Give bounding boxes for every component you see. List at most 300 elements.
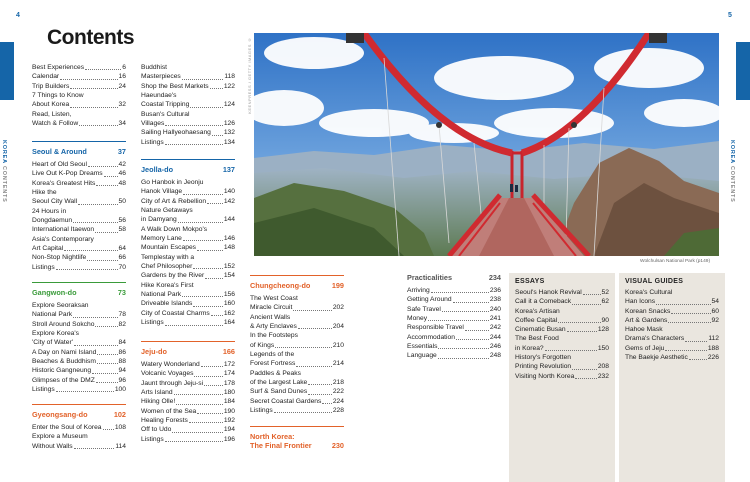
essays-title: ESSAYS (515, 278, 545, 285)
toc-entry-title: Call it a Comeback (515, 298, 572, 306)
toc-entry-page: 208 (597, 363, 609, 371)
toc-entry-title: Responsible Travel (407, 324, 464, 332)
toc-entry-title: & Arty Enclaves (250, 323, 297, 331)
toc-leader-dots (453, 302, 489, 303)
toc-entry-page: 112 (708, 335, 719, 343)
toc-entry[interactable] (625, 344, 719, 353)
toc-entry[interactable] (141, 388, 235, 397)
toc-entry-title: Mountain Escapes (141, 244, 197, 252)
toc-entry-page: 6 (122, 64, 126, 71)
toc-entry[interactable] (141, 206, 235, 215)
toc-entry-page: 96 (118, 376, 126, 384)
toc-leader-dots (689, 359, 707, 360)
toc-entry[interactable] (141, 138, 235, 147)
toc-entry[interactable] (407, 323, 501, 332)
toc-entry-title: National Park (32, 311, 73, 319)
toc-entry-title: Safe Travel (407, 305, 441, 313)
toc-entry[interactable] (407, 351, 501, 360)
toc-entry[interactable] (141, 243, 235, 252)
toc-entry-page: 142 (223, 197, 235, 205)
toc-entry[interactable] (32, 432, 126, 441)
toc-entry[interactable] (141, 309, 235, 318)
toc-leader-dots (194, 376, 222, 377)
toc-leader-dots (73, 317, 117, 318)
toc-entry[interactable] (141, 397, 235, 406)
toc-leader-dots (465, 330, 489, 331)
toc-entry-title: in Damyang (141, 216, 177, 224)
toc-entry-page: 122 (223, 82, 235, 90)
toc-leader-dots (172, 432, 222, 433)
toc-entry[interactable] (141, 215, 235, 224)
toc-entry[interactable] (32, 91, 126, 100)
toc-entry[interactable] (141, 299, 235, 308)
toc-entry-page: 236 (489, 287, 501, 294)
toc-entry[interactable] (32, 63, 126, 72)
toc-leader-dots (165, 144, 223, 145)
toc-entry-title: Listings (141, 138, 164, 146)
toc-entry[interactable] (141, 91, 235, 100)
toc-entry-page: 140 (223, 188, 235, 196)
section-title: Practicalities (407, 273, 453, 282)
toc-leader-dots (567, 331, 597, 332)
toc-entry[interactable] (32, 225, 126, 234)
toc-entry-page: 154 (223, 272, 235, 280)
toc-entry-title: Dongdaemun (32, 217, 73, 225)
toc-entry-title: Trip Builders (32, 82, 70, 90)
toc-leader-dots (438, 348, 488, 349)
toc-entry[interactable] (515, 372, 609, 381)
toc-entry-page: 146 (223, 235, 235, 243)
toc-leader-dots (308, 384, 332, 385)
toc-leader-dots (205, 278, 223, 279)
toc-entry-title: Explore Korea's (32, 330, 79, 338)
toc-entry-page: 118 (224, 73, 235, 81)
toc-leader-dots (274, 412, 332, 413)
toc-entry[interactable] (250, 294, 344, 303)
toc-entry[interactable] (32, 253, 126, 262)
toc-entry[interactable] (250, 322, 344, 331)
toc-entry-title: Ancient Walls (250, 313, 291, 321)
toc-leader-dots (64, 250, 117, 251)
toc-leader-dots (70, 88, 117, 89)
toc-entry-title: Masterpieces (141, 73, 181, 81)
toc-entry-page: 48 (118, 179, 126, 187)
toc-entry-title: Miracle Circuit (250, 304, 293, 312)
toc-entry-page: 150 (597, 344, 609, 352)
toc-leader-dots (87, 260, 117, 261)
toc-entry[interactable] (32, 244, 126, 253)
toc-entry-page: 62 (601, 298, 609, 306)
toc-leader-dots (74, 345, 118, 346)
toc-leader-dots (193, 268, 223, 269)
toc-entry[interactable] (515, 307, 609, 316)
toc-entry-title: Sailing Hallyeohaesang (141, 129, 211, 137)
toc-entry-page: 46 (118, 170, 126, 178)
toc-entry[interactable] (141, 110, 235, 119)
toc-entry-title: Hiking Olle! (141, 398, 176, 406)
toc-leader-dots (438, 358, 489, 359)
toc-entry[interactable] (250, 397, 344, 406)
toc-leader-dots (96, 382, 118, 383)
side-label-left: KOREA CONTENTS (1, 140, 7, 203)
toc-leader-dots (85, 69, 121, 70)
toc-entry[interactable] (32, 376, 126, 385)
toc-entry-title: Listings (141, 435, 164, 443)
toc-entry-title: Language (407, 352, 437, 360)
toc-entry-title: Korean Snacks (625, 307, 671, 315)
toc-entry-title: Heart of Old Seoul (32, 161, 88, 168)
toc-entry-page: 172 (223, 361, 235, 368)
toc-entry-title: Visiting North Korea (515, 372, 575, 380)
toc-entry-title: Arriving (407, 287, 430, 294)
toc-entry[interactable] (625, 288, 719, 297)
toc-entry[interactable] (32, 385, 126, 394)
toc-entry-page: 58 (118, 226, 126, 234)
toc-entry[interactable] (250, 331, 344, 340)
toc-entry[interactable] (515, 362, 609, 371)
toc-entry[interactable] (32, 197, 126, 206)
toc-leader-dots (165, 325, 223, 326)
toc-entry-title: 'City of Water' (32, 339, 73, 347)
toc-leader-dots (545, 350, 597, 351)
toc-entry[interactable] (407, 305, 501, 314)
toc-entry[interactable] (141, 318, 235, 327)
toc-entry-title: Women of the Sea (141, 407, 197, 415)
toc-leader-dots (176, 404, 223, 405)
side-tab-left (0, 42, 14, 100)
toc-entry-title: Nature Getaways (141, 207, 193, 215)
toc-entry-title: A Day on Nami Island (32, 348, 97, 356)
section-page: 199 (331, 281, 344, 290)
toc-leader-dots (103, 429, 114, 430)
toc-entry-title: Without Walls (32, 442, 73, 450)
toc-entry-title: Templestay with a (141, 253, 195, 261)
toc-entry[interactable] (515, 344, 609, 353)
toc-entry[interactable] (625, 307, 719, 316)
toc-entry-page: 66 (118, 254, 126, 262)
essays-box (509, 273, 615, 482)
section-title: North Korea: The Final Frontier (250, 432, 312, 450)
toc-leader-dots (79, 125, 117, 126)
toc-entry-title: Chef Philosopher (141, 263, 193, 271)
toc-entry-page: 124 (223, 101, 235, 109)
toc-entry-page: 16 (118, 73, 126, 81)
section-title: Jeju-do (141, 347, 167, 356)
toc-leader-dots (95, 232, 117, 233)
toc-entry[interactable] (141, 281, 235, 290)
toc-leader-dots (92, 373, 117, 374)
toc-leader-dots (572, 304, 600, 305)
toc-entry[interactable] (32, 169, 126, 178)
toc-entry-title: Getting Around (407, 296, 452, 304)
toc-entry[interactable] (141, 128, 235, 137)
toc-entry[interactable] (407, 295, 501, 304)
toc-entry-title: Listings (32, 263, 55, 271)
toc-entry-page: 164 (223, 319, 235, 327)
toc-entry[interactable] (32, 366, 126, 375)
toc-leader-dots (665, 350, 706, 351)
toc-entry-title: Essentials (407, 343, 438, 351)
toc-entry-title: City of Coastal Charms (141, 309, 210, 317)
toc-entry[interactable] (250, 341, 344, 350)
page-title: Contents (47, 26, 134, 49)
toc-entry[interactable] (407, 286, 501, 295)
toc-entry[interactable] (515, 288, 609, 297)
toc-entry-title: Best Experiences (32, 64, 85, 71)
toc-entry[interactable] (32, 329, 126, 338)
visual-guides-title: VISUAL GUIDES (625, 278, 684, 285)
toc-leader-dots (201, 366, 223, 367)
section-north-korea (250, 426, 344, 450)
toc-entry-page: 32 (118, 101, 126, 109)
toc-entry[interactable] (32, 216, 126, 225)
toc-entry[interactable] (515, 325, 609, 334)
toc-entry-title: Seoul City Wall (32, 198, 78, 206)
toc-entry-title: The West Coast (250, 295, 298, 302)
toc-entry-page: 238 (489, 296, 501, 304)
toc-leader-dots (685, 341, 707, 342)
toc-entry-page: 202 (332, 304, 344, 312)
section-title: Jeolla-do (141, 165, 174, 174)
toc-entry[interactable] (32, 338, 126, 347)
toc-entry-title: Money (407, 315, 428, 323)
toc-entry-page: 34 (118, 120, 126, 128)
toc-entry-page: 241 (489, 315, 501, 323)
toc-leader-dots (308, 394, 332, 395)
toc-entry[interactable] (515, 353, 609, 362)
toc-leader-dots (97, 354, 117, 355)
section-seoul (32, 141, 126, 272)
toc-entry-page: 226 (707, 354, 719, 362)
toc-entry[interactable] (141, 72, 235, 81)
toc-entry-page: 144 (223, 216, 235, 224)
toc-entry[interactable] (141, 407, 235, 416)
toc-entry[interactable] (32, 357, 126, 366)
toc-entry[interactable] (141, 253, 235, 262)
toc-entry-page: 24 (118, 82, 126, 90)
toc-entry-title: National Park (141, 291, 182, 299)
toc-entry-title: Gardens by the River (141, 272, 205, 280)
toc-entry-title: Printing Revolution (515, 363, 572, 371)
toc-entry[interactable] (141, 197, 235, 206)
toc-entry[interactable] (32, 188, 126, 197)
toc-entry-page: 60 (711, 307, 719, 315)
section-title: Chungcheong-do (250, 281, 311, 290)
toc-entry-title: Shop the Best Markets (141, 82, 209, 90)
toc-entry-page: 86 (118, 348, 126, 356)
section-page: 166 (222, 347, 235, 356)
toc-entry[interactable] (141, 225, 235, 234)
toc-entry-title: Korea's Artisan (515, 307, 560, 315)
toc-entry-page: 228 (332, 407, 344, 415)
toc-entry-title: Hahoe Mask (625, 326, 663, 334)
toc-entry[interactable] (250, 378, 344, 387)
toc-entry-title: Volcanic Voyages (141, 370, 194, 378)
section-jeju (141, 341, 235, 444)
toc-entry-page: 196 (223, 435, 235, 443)
toc-entry[interactable] (625, 334, 719, 343)
toc-entry[interactable] (32, 235, 126, 244)
toc-entry[interactable] (32, 160, 126, 169)
toc-entry[interactable] (32, 82, 126, 91)
toc-entry[interactable] (141, 271, 235, 280)
toc-entry[interactable] (141, 290, 235, 299)
toc-entry-page: 222 (332, 388, 344, 396)
toc-leader-dots (178, 222, 223, 223)
toc-entry[interactable] (141, 435, 235, 444)
toc-entry-page: 190 (223, 407, 235, 415)
toc-entry-title: Forest Fortress (250, 360, 296, 368)
section-jeolla (141, 159, 235, 328)
toc-leader-dots (207, 203, 223, 204)
toc-entry[interactable] (141, 82, 235, 91)
toc-leader-dots (60, 79, 117, 80)
toc-entry-page: 210 (332, 341, 344, 349)
toc-entry[interactable] (250, 387, 344, 396)
toc-entry[interactable] (32, 423, 126, 432)
toc-leader-dots (197, 250, 223, 251)
toc-entry-title: Healing Forests (141, 417, 188, 425)
toc-entry-title: Surf & Sand Dunes (250, 388, 308, 396)
toc-leader-dots (671, 313, 710, 314)
toc-entry-title: Read, Listen, (32, 110, 72, 118)
toc-entry-title: Jaunt through Jeju-si (141, 379, 204, 387)
toc-entry[interactable] (32, 179, 126, 188)
toc-entry-title: Watery Wonderland (141, 361, 200, 368)
toc-entry-title: In the Footsteps (250, 332, 298, 340)
toc-leader-dots (293, 310, 331, 311)
toc-entry-page: 148 (223, 244, 235, 252)
toc-entry-page: 246 (489, 343, 501, 351)
toc-entry[interactable] (32, 110, 126, 119)
toc-entry[interactable] (141, 187, 235, 196)
toc-leader-dots (572, 369, 597, 370)
toc-entry-title: The Best Food (515, 335, 559, 343)
toc-entry[interactable] (407, 333, 501, 342)
toc-entry[interactable] (32, 301, 126, 310)
toc-entry[interactable] (407, 342, 501, 351)
toc-entry-title: Villages (141, 120, 165, 128)
toc-entry[interactable] (141, 119, 235, 128)
toc-entry[interactable] (141, 416, 235, 425)
toc-entry-title: Buddhist (141, 64, 168, 71)
toc-entry-page: 152 (223, 263, 235, 271)
toc-leader-dots (322, 403, 331, 404)
toc-entry[interactable] (250, 313, 344, 322)
toc-entry-title: Han Icons (625, 298, 656, 306)
toc-entry[interactable] (32, 72, 126, 81)
toc-entry-title: A Walk Down Mokpo's (141, 225, 208, 233)
bridge-photo (254, 33, 719, 256)
toc-entry-page: 224 (332, 397, 344, 405)
toc-entry[interactable] (625, 325, 719, 334)
toc-entry[interactable] (32, 442, 126, 451)
toc-entry-page: 54 (711, 298, 719, 306)
toc-entry[interactable] (625, 353, 719, 362)
toc-leader-dots (174, 394, 223, 395)
toc-entry[interactable] (141, 369, 235, 378)
toc-entry[interactable] (141, 262, 235, 271)
toc-leader-dots (74, 448, 115, 449)
toc-entry-title: Driveable Islands (141, 300, 193, 308)
toc-entry[interactable] (250, 350, 344, 359)
toc-entry[interactable] (32, 320, 126, 329)
toc-entry[interactable] (515, 334, 609, 343)
section-page: 137 (222, 165, 235, 174)
toc-entry[interactable] (32, 119, 126, 128)
toc-entry-page: 50 (118, 198, 126, 206)
section-page: 230 (331, 441, 344, 450)
toc-entry-title: City of Art & Rebellion (141, 197, 207, 205)
visual-guides-box (619, 273, 725, 482)
toc-entry-page: 248 (489, 352, 501, 360)
toc-leader-dots (190, 107, 223, 108)
toc-entry[interactable] (141, 178, 235, 187)
toc-entry-page: 134 (223, 138, 235, 146)
toc-entry[interactable] (141, 425, 235, 434)
toc-entry-page: 232 (597, 372, 609, 380)
toc-entry-page: 188 (707, 344, 719, 352)
toc-entry[interactable] (625, 316, 719, 325)
toc-entry[interactable] (141, 379, 235, 388)
toc-entry-title: Non-Stop Nightlife (32, 254, 87, 262)
toc-entry-title: Korea's Cultural (625, 289, 673, 296)
toc-entry-page: 90 (601, 316, 609, 324)
toc-entry[interactable] (515, 297, 609, 306)
toc-leader-dots (182, 296, 223, 297)
toc-entry-title: 24 Hours in (32, 207, 67, 215)
toc-entry[interactable] (250, 369, 344, 378)
toc-entry-title: Legends of the (250, 351, 295, 359)
toc-entry[interactable] (32, 310, 126, 319)
toc-entry-title: Watch & Follow (32, 120, 79, 128)
toc-entry-title: History's Forgotten (515, 354, 571, 362)
toc-leader-dots (189, 422, 223, 423)
toc-entry[interactable] (32, 207, 126, 216)
toc-entry[interactable] (250, 359, 344, 368)
toc-entry[interactable] (250, 303, 344, 312)
toc-entry[interactable] (141, 100, 235, 109)
toc-entry[interactable] (32, 100, 126, 109)
toc-entry[interactable] (32, 263, 126, 272)
toc-leader-dots (165, 125, 223, 126)
toc-entry[interactable] (141, 63, 235, 72)
toc-entry-title: Hike the (32, 189, 57, 197)
toc-leader-dots (275, 347, 332, 348)
toc-entry[interactable] (515, 316, 609, 325)
photo-credit: KEENPRESS / GETTY IMAGES © (247, 37, 252, 114)
toc-entry-title: of Kings (250, 341, 275, 349)
toc-entry[interactable] (407, 314, 501, 323)
section-title: Gyeongsang-do (32, 410, 88, 419)
toc-entry-title: Haeundae's (141, 92, 177, 100)
toc-entry-title: Coffee Capital (515, 316, 558, 324)
toc-entry-page: 244 (489, 333, 501, 341)
side-label-right: KOREA CONTENTS (729, 140, 735, 203)
toc-entry[interactable] (250, 406, 344, 415)
toc-entry-title: Listings (32, 386, 55, 394)
toc-entry-title: Explore Seoraksan (32, 302, 89, 309)
toc-entry-title: Go Hanbok in Jeonju (141, 179, 204, 186)
toc-leader-dots (212, 135, 223, 136)
toc-entry[interactable] (625, 297, 719, 306)
toc-leader-dots (70, 107, 117, 108)
toc-entry-page: 108 (114, 424, 126, 431)
toc-entry[interactable] (141, 360, 235, 369)
toc-entry[interactable] (32, 348, 126, 357)
toc-entry-title: Live Out K-Pop Dreams (32, 170, 103, 178)
toc-entry[interactable] (141, 234, 235, 243)
